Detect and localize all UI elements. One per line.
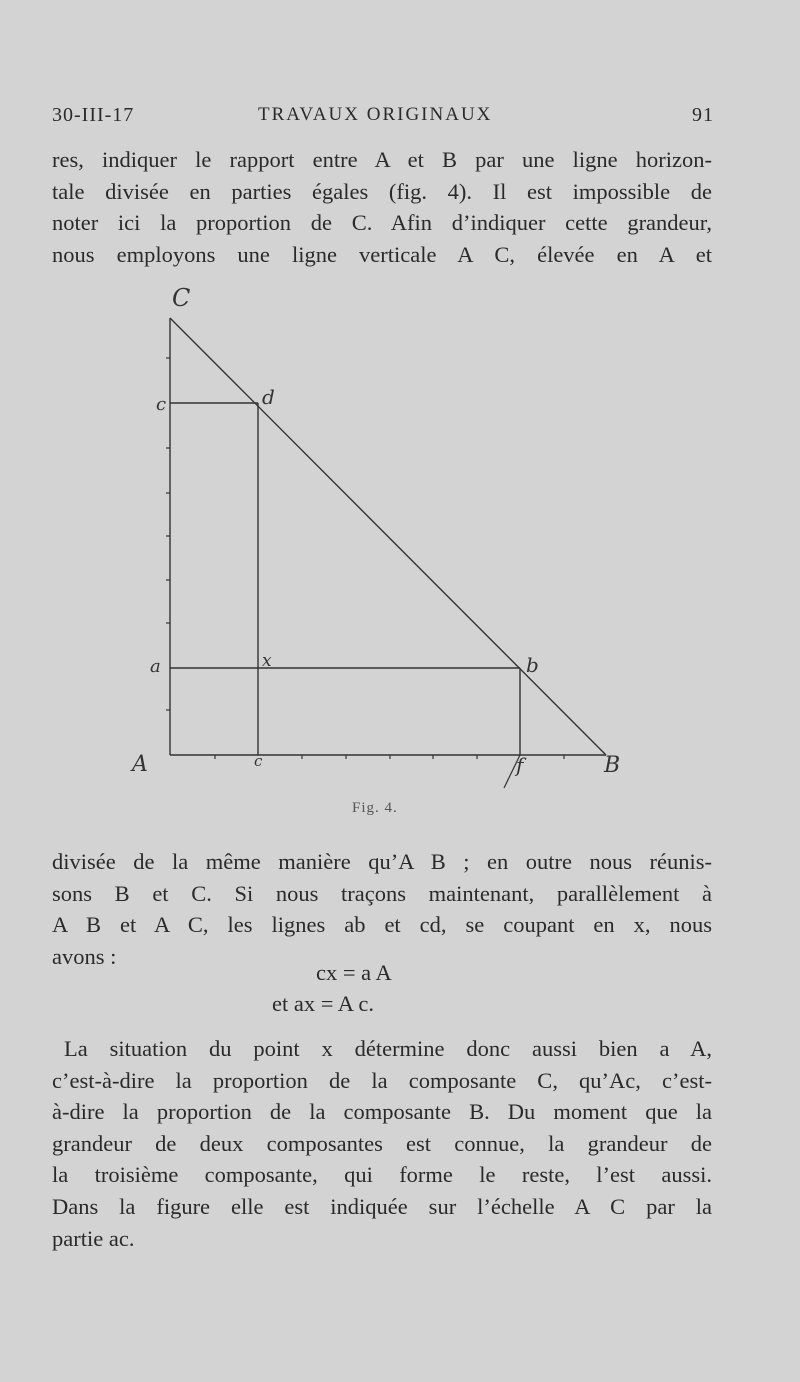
text-line: partie ac. [52,1225,135,1251]
text-line: La situation du point x détermine donc aussi bien a A, [64,1036,712,1061]
text-line: grandeur de deux composantes est connue, la grandeur de [52,1130,712,1156]
text-line: c’est-à-dire la proportion de la composante C, qu’Ac, c’est- [52,1067,712,1093]
figure-4-triangle-diagram [120,278,660,798]
label-a: a [150,656,161,677]
text-line: noter ici la proportion de C. Afin d’indiquer cette grandeur, [52,210,712,236]
text-line: avons : [52,943,117,969]
running-header [52,104,714,130]
text-line: la troisième composante, qui forme le reste, l’est aussi. [52,1162,712,1188]
label-C: C [172,284,191,312]
equation-2: et ax = A c. [272,991,375,1016]
figure-caption: Fig. 4. [352,800,398,816]
header-date: 30-III-17 [52,104,135,126]
label-c-upper: c [156,394,167,415]
text-line: Dans la figure elle est indiquée sur l’échelle A C par la [52,1193,712,1219]
label-b: b [526,653,539,677]
label-d: d [262,385,275,409]
text-line: sons B et C. Si nous traçons maintenant, parallèlement à [52,880,712,906]
paragraph-2 [52,846,712,972]
page-number: 91 [692,104,714,126]
text-line: nous employons une ligne verticale A C, élevée en A et [52,241,712,267]
equation-1: cx = a A [316,960,392,985]
text-line: tale divisée en parties égales (fig. 4). Il est impossible de [52,178,712,204]
text-line: à-dire la proportion de la composante B. Du moment que la [52,1099,712,1125]
header-section-title: TRAVAUX ORIGINAUX [258,104,493,125]
label-B: B [604,753,621,778]
paragraph-3 [52,1033,712,1254]
line-CB [170,318,606,755]
label-c-lower: c [254,752,263,770]
text-line: res, indiquer le rapport entre A et B par une ligne horizon- [52,147,712,172]
label-x: x [262,651,272,671]
text-line: A B et A C, les lignes ab et cd, se coupant en x, nous [52,912,712,938]
label-f: f [516,753,524,777]
paragraph-1 [52,144,712,270]
label-A: A [132,752,148,777]
text-line: divisée de la même manière qu’A B ; en outre nous réunis- [52,849,712,874]
